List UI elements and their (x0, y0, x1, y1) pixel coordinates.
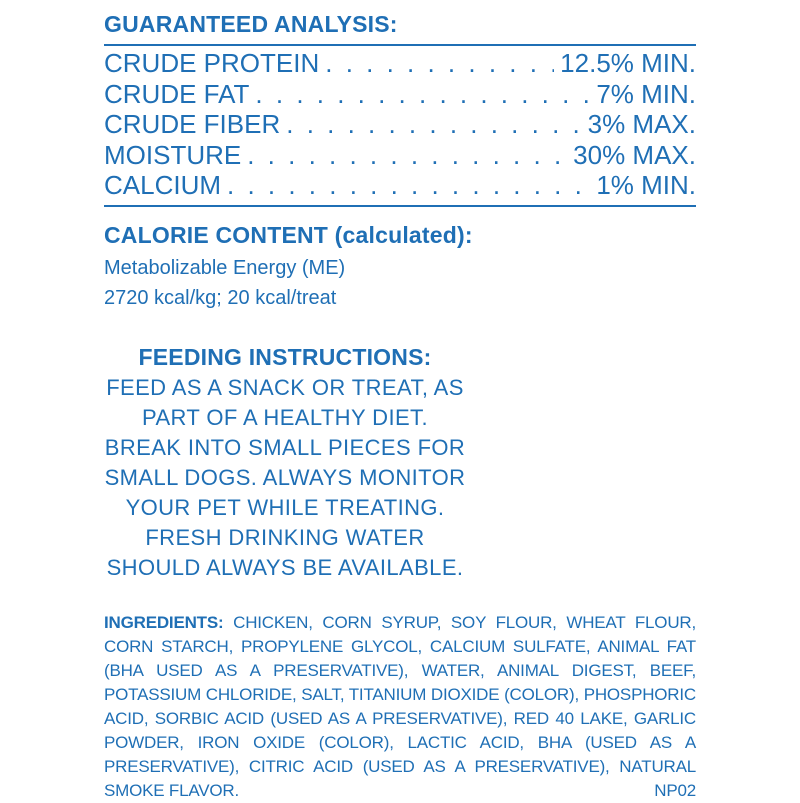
label-panel (104, 10, 696, 803)
analysis-value: 1% MIN. (596, 170, 696, 200)
analysis-table (104, 44, 696, 207)
feeding-instructions-text: FEED AS A SNACK OR TREAT, AS PART OF A HEALTHY DIET. BREAK INTO SMALL PIECES FOR SMALL DOGS. ALWAYS MONITOR YOUR PET WHILE TREATING. FRESH DRINKING WATER SHOULD ALWAYS BE AVAILABLE. (104, 374, 466, 580)
feeding-instructions-title: FEEDING INSTRUCTIONS: (138, 343, 432, 370)
analysis-label: CRUDE FIBER (104, 109, 281, 139)
feeding-instructions (104, 343, 466, 583)
ingredients-label: INGREDIENTS: (104, 612, 224, 632)
ingredients (104, 611, 696, 803)
guaranteed-analysis-title: GUARANTEED ANALYSIS: (104, 11, 398, 37)
analysis-row-crude-fiber (104, 109, 696, 140)
analysis-label: CRUDE FAT (104, 78, 250, 109)
analysis-row-crude-fat (104, 79, 696, 110)
analysis-row-calcium (104, 170, 696, 201)
analysis-value: 3% MAX. (587, 109, 696, 139)
analysis-value: 12.5% MIN. (560, 48, 696, 78)
analysis-value: 30% MAX. (573, 139, 696, 170)
dot-leader (255, 79, 590, 110)
guaranteed-analysis (104, 10, 696, 207)
calorie-content (104, 221, 696, 313)
dot-leader (247, 140, 567, 171)
analysis-label: CRUDE PROTEIN (104, 48, 320, 78)
calorie-line-me: Metabolizable Energy (ME) (104, 256, 346, 279)
dot-leader (227, 170, 590, 201)
analysis-row-moisture (104, 140, 696, 171)
analysis-value: 7% MIN. (596, 78, 696, 109)
analysis-row-crude-protein (104, 48, 696, 79)
dot-leader (325, 48, 554, 79)
dot-leader (286, 109, 581, 140)
calorie-line-values: 2720 kcal/kg; 20 kcal/treat (104, 286, 337, 309)
analysis-label: MOISTURE (104, 139, 242, 170)
product-code: NP02 (654, 780, 696, 800)
calorie-content-title: CALORIE CONTENT (calculated): (104, 221, 473, 248)
ingredients-text: CHICKEN, CORN SYRUP, SOY FLOUR, WHEAT FLOUR, CORN STARCH, PROPYLENE GLYCOL, CALCIUM SULFATE, ANIMAL FAT (BHA USED AS A PRESERVATIVE), WATER, ANIMAL DIGEST, BEEF, POTASSIUM CHLORIDE, SALT, TITANIUM DIOXIDE (COLOR), PHOSPHORIC ACID, SORBIC ACID (USED AS A PRESERVATIVE), RED 40 LAKE, GARLIC POWDER, IRON OXIDE (COLOR), LACTIC ACID, BHA (USED AS A PRESERVATIVE), CITRIC ACID (USED AS A PRESERVATIVE), NATURAL SMOKE FLAVOR. (104, 612, 696, 800)
analysis-label: CALCIUM (104, 170, 222, 200)
